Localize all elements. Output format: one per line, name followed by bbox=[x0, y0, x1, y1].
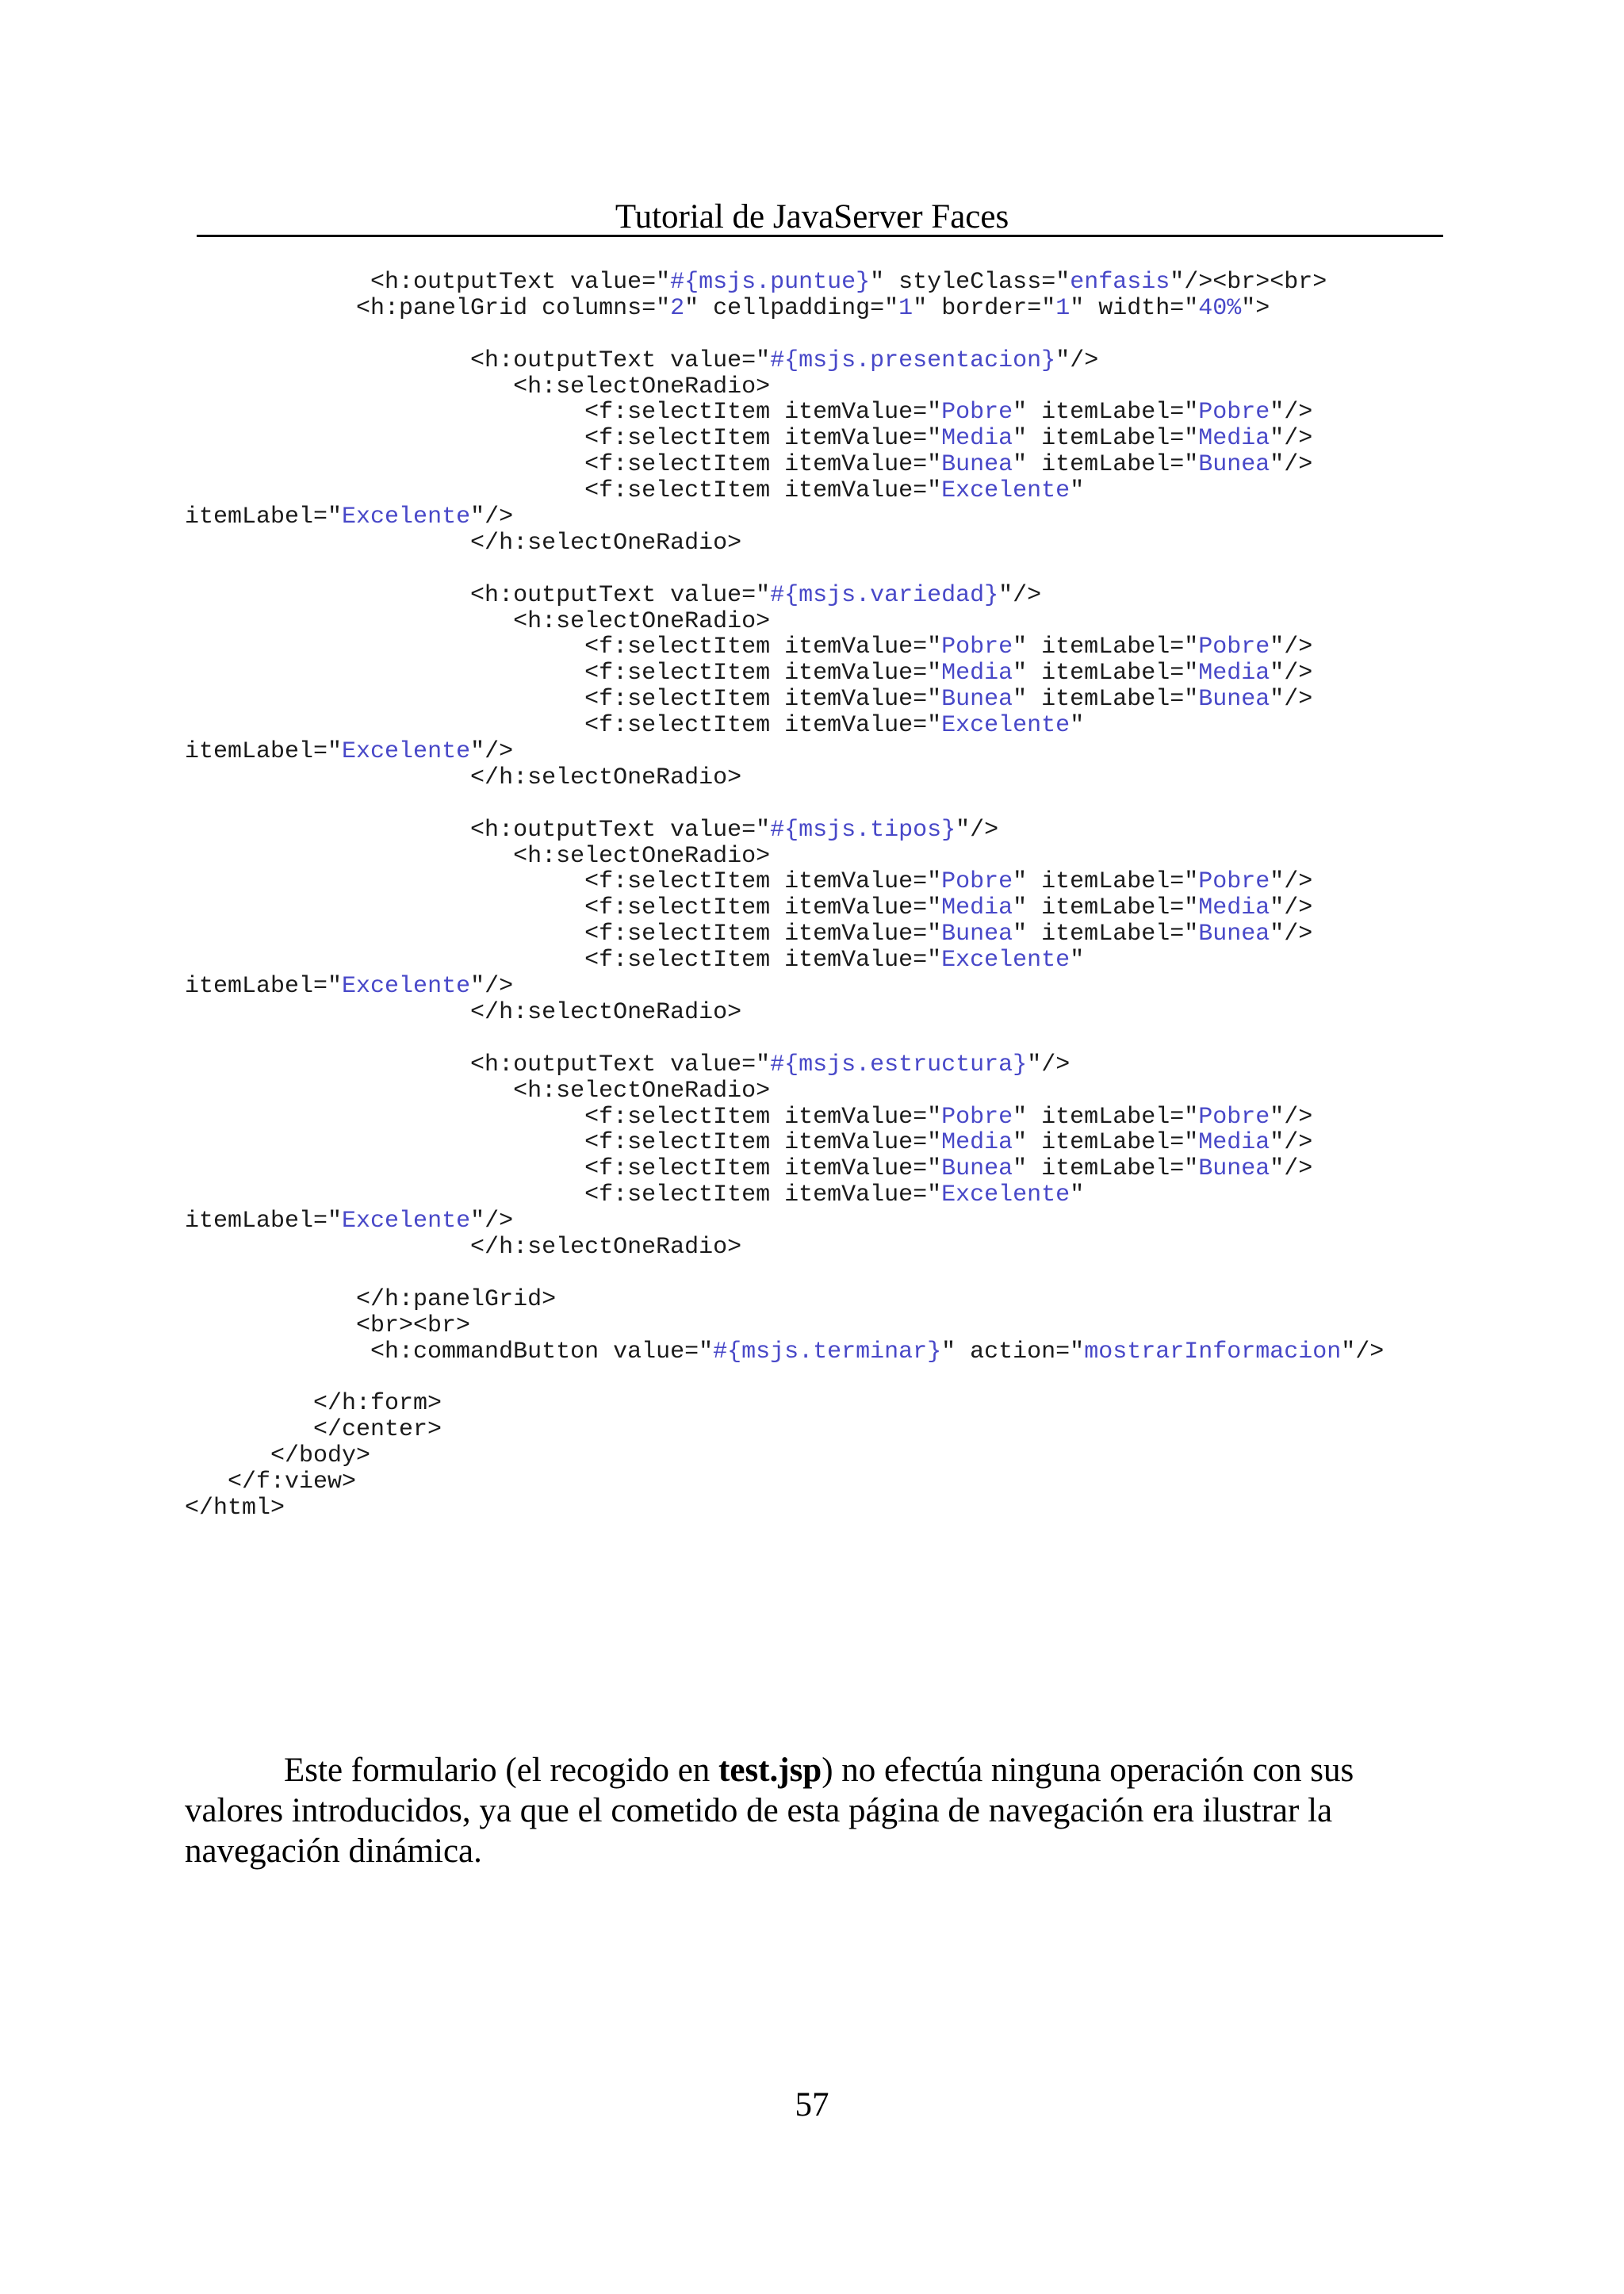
code-line bbox=[185, 739, 1469, 765]
code-text: "/> bbox=[1055, 347, 1099, 374]
code-string-literal: Media bbox=[1198, 1129, 1270, 1157]
code-line bbox=[185, 818, 1469, 844]
code-text: " itemLabel=" bbox=[1013, 1155, 1199, 1183]
code-text: </h:form> bbox=[185, 1390, 442, 1418]
code-line bbox=[185, 634, 1469, 661]
code-string-literal: #{msjs.presentacion} bbox=[770, 347, 1056, 374]
code-line bbox=[185, 1208, 1469, 1235]
code-string-literal: 1 bbox=[898, 294, 914, 322]
code-text: <f:selectItem itemValue=" bbox=[185, 1129, 942, 1157]
code-text: " itemLabel=" bbox=[1013, 1103, 1199, 1131]
code-text: <f:selectItem itemValue=" bbox=[185, 477, 942, 505]
code-line bbox=[185, 478, 1469, 504]
code-text: "/> bbox=[1270, 634, 1313, 661]
code-text: </f:view> bbox=[185, 1468, 357, 1496]
code-string-literal: Bunea bbox=[1198, 1155, 1270, 1183]
code-text: " action=" bbox=[941, 1338, 1085, 1365]
code-line bbox=[185, 583, 1469, 609]
code-line bbox=[185, 400, 1469, 426]
code-text: <br><br> bbox=[185, 1312, 471, 1339]
code-line bbox=[185, 844, 1469, 870]
code-string-literal: Media bbox=[1198, 660, 1270, 687]
code-text: " width=" bbox=[1070, 294, 1199, 322]
code-string-literal: Media bbox=[941, 894, 1013, 922]
code-string-literal: Bunea bbox=[1198, 921, 1270, 948]
code-line bbox=[185, 1052, 1469, 1078]
paragraph-bold-filename: test.jsp bbox=[718, 1752, 822, 1789]
code-line bbox=[185, 1443, 1469, 1469]
code-text: "/> bbox=[1270, 921, 1313, 948]
code-string-literal: Excelente bbox=[342, 738, 471, 766]
code-string-literal: Bunea bbox=[941, 921, 1013, 948]
code-text: <f:selectItem itemValue=" bbox=[185, 1181, 942, 1209]
code-line bbox=[185, 661, 1469, 687]
code-text: " itemLabel=" bbox=[1013, 660, 1199, 687]
code-text: <f:selectItem itemValue=" bbox=[185, 451, 942, 479]
code-line bbox=[185, 1313, 1469, 1339]
code-text: </center> bbox=[185, 1416, 442, 1444]
code-line bbox=[185, 1078, 1469, 1105]
code-line bbox=[185, 869, 1469, 895]
code-text: <f:selectItem itemValue=" bbox=[185, 921, 942, 948]
code-text: " bbox=[1070, 947, 1085, 975]
code-text: <f:selectItem itemValue=" bbox=[185, 1155, 942, 1183]
code-line bbox=[185, 426, 1469, 452]
code-string-literal: Pobre bbox=[1198, 1103, 1270, 1131]
code-text: <h:outputText value=" bbox=[185, 269, 671, 296]
code-text: "/> bbox=[1270, 894, 1313, 922]
code-text: "/> bbox=[1270, 1129, 1313, 1157]
code-text: <h:outputText value=" bbox=[185, 816, 771, 844]
code-text: "/><br><br> bbox=[1170, 269, 1327, 296]
code-line bbox=[185, 374, 1469, 400]
code-string-literal: #{msjs.puntue} bbox=[670, 269, 871, 296]
code-line bbox=[185, 1391, 1469, 1417]
code-string-literal: Media bbox=[1198, 894, 1270, 922]
code-text: itemLabel=" bbox=[185, 504, 343, 531]
code-line bbox=[185, 1000, 1469, 1026]
code-line bbox=[185, 791, 1469, 818]
code-string-literal: #{msjs.tipos} bbox=[770, 816, 956, 844]
code-string-literal: enfasis bbox=[1070, 269, 1170, 296]
code-text: "/> bbox=[998, 581, 1042, 609]
code-text: <h:outputText value=" bbox=[185, 347, 771, 374]
code-string-literal: #{msjs.variedad} bbox=[770, 581, 999, 609]
code-string-literal: #{msjs.terminar} bbox=[713, 1338, 942, 1365]
code-string-literal: 2 bbox=[670, 294, 685, 322]
code-text: " border=" bbox=[913, 294, 1056, 322]
code-text: "/> bbox=[1270, 686, 1313, 714]
code-text: <f:selectItem itemValue=" bbox=[185, 660, 942, 687]
code-text: <f:selectItem itemValue=" bbox=[185, 425, 942, 453]
code-string-literal: Pobre bbox=[1198, 634, 1270, 661]
code-line bbox=[185, 895, 1469, 921]
code-text: <h:selectOneRadio> bbox=[185, 842, 771, 870]
code-text: "/> bbox=[1027, 1051, 1071, 1078]
code-line bbox=[185, 1469, 1469, 1496]
code-text: " itemLabel=" bbox=[1013, 686, 1199, 714]
code-line bbox=[185, 1156, 1469, 1182]
code-line bbox=[185, 1235, 1469, 1261]
code-text: <f:selectItem itemValue=" bbox=[185, 894, 942, 922]
code-text: " itemLabel=" bbox=[1013, 634, 1199, 661]
code-text: " itemLabel=" bbox=[1013, 425, 1199, 453]
code-line bbox=[185, 270, 1469, 296]
code-text: <f:selectItem itemValue=" bbox=[185, 712, 942, 740]
code-text: "/> bbox=[1270, 1103, 1313, 1131]
code-text: <h:outputText value=" bbox=[185, 1051, 771, 1078]
code-text: "/> bbox=[470, 1208, 514, 1235]
code-string-literal: Bunea bbox=[941, 451, 1013, 479]
code-line bbox=[185, 974, 1469, 1000]
code-text: " itemLabel=" bbox=[1013, 1129, 1199, 1157]
code-string-literal: Media bbox=[941, 1129, 1013, 1157]
code-string-literal: 1 bbox=[1055, 294, 1071, 322]
code-text: " bbox=[1070, 477, 1085, 505]
code-text: </h:panelGrid> bbox=[185, 1285, 557, 1313]
code-string-literal: Pobre bbox=[1198, 868, 1270, 896]
code-string-literal: Excelente bbox=[941, 947, 1071, 975]
code-text: </body> bbox=[185, 1442, 371, 1470]
code-line bbox=[185, 1365, 1469, 1391]
code-text: "/> bbox=[1270, 425, 1313, 453]
code-line bbox=[185, 296, 1469, 322]
header-rule bbox=[197, 235, 1443, 237]
code-string-literal: Pobre bbox=[941, 1103, 1013, 1131]
code-string-literal: Excelente bbox=[941, 1181, 1071, 1209]
code-line bbox=[185, 1261, 1469, 1287]
code-text: "> bbox=[1241, 294, 1270, 322]
code-text: "/> bbox=[1270, 660, 1313, 687]
code-string-literal: Bunea bbox=[1198, 451, 1270, 479]
code-text: " bbox=[1070, 712, 1085, 740]
code-text: "/> bbox=[956, 816, 999, 844]
code-line bbox=[185, 1287, 1469, 1313]
code-text: itemLabel=" bbox=[185, 973, 343, 1001]
code-line bbox=[185, 452, 1469, 478]
code-line bbox=[185, 322, 1469, 348]
code-line bbox=[185, 713, 1469, 739]
code-line bbox=[185, 530, 1469, 557]
code-text: <h:selectOneRadio> bbox=[185, 607, 771, 635]
code-string-literal: Media bbox=[1198, 425, 1270, 453]
code-text: "/> bbox=[1270, 399, 1313, 427]
code-text: </h:selectOneRadio> bbox=[185, 998, 742, 1026]
code-text: <h:selectOneRadio> bbox=[185, 373, 771, 400]
code-text: " itemLabel=" bbox=[1013, 451, 1199, 479]
code-line bbox=[185, 765, 1469, 791]
code-text: <h:commandButton value=" bbox=[185, 1338, 714, 1365]
code-string-literal: Pobre bbox=[941, 868, 1013, 896]
code-text: <f:selectItem itemValue=" bbox=[185, 947, 942, 975]
code-line bbox=[185, 1130, 1469, 1156]
body-paragraph bbox=[185, 1750, 1454, 1871]
code-string-literal: Excelente bbox=[342, 973, 471, 1001]
code-text: " cellpadding=" bbox=[684, 294, 899, 322]
code-text: "/> bbox=[470, 504, 514, 531]
code-text: "/> bbox=[470, 738, 514, 766]
code-text: <h:panelGrid columns=" bbox=[185, 294, 671, 322]
code-line bbox=[185, 1417, 1469, 1443]
code-line bbox=[185, 948, 1469, 974]
code-listing bbox=[185, 270, 1469, 1522]
code-text: " bbox=[1070, 1181, 1085, 1209]
code-text: </h:selectOneRadio> bbox=[185, 529, 742, 557]
code-string-literal: mostrarInformacion bbox=[1084, 1338, 1342, 1365]
code-text: "/> bbox=[1270, 451, 1313, 479]
code-text: " itemLabel=" bbox=[1013, 399, 1199, 427]
code-string-literal: Bunea bbox=[941, 686, 1013, 714]
code-text: itemLabel=" bbox=[185, 738, 343, 766]
code-text: <h:selectOneRadio> bbox=[185, 1077, 771, 1105]
code-string-literal: #{msjs.estructura} bbox=[770, 1051, 1028, 1078]
code-text: <f:selectItem itemValue=" bbox=[185, 399, 942, 427]
code-string-literal: Pobre bbox=[1198, 399, 1270, 427]
code-string-literal: Excelente bbox=[941, 477, 1071, 505]
code-line bbox=[185, 609, 1469, 635]
code-line bbox=[185, 1182, 1469, 1208]
code-text: <h:outputText value=" bbox=[185, 581, 771, 609]
code-string-literal: Excelente bbox=[342, 504, 471, 531]
code-text: </html> bbox=[185, 1494, 285, 1522]
code-text: " itemLabel=" bbox=[1013, 894, 1199, 922]
code-string-literal: 40% bbox=[1198, 294, 1242, 322]
code-text: <f:selectItem itemValue=" bbox=[185, 1103, 942, 1131]
code-string-literal: Pobre bbox=[941, 399, 1013, 427]
code-text: <f:selectItem itemValue=" bbox=[185, 868, 942, 896]
page-header-title: Tutorial de JavaServer Faces bbox=[615, 198, 1009, 236]
code-line bbox=[185, 1339, 1469, 1365]
code-line bbox=[185, 921, 1469, 948]
code-string-literal: Excelente bbox=[941, 712, 1071, 740]
code-string-literal: Bunea bbox=[941, 1155, 1013, 1183]
code-line bbox=[185, 687, 1469, 713]
code-text: "/> bbox=[1270, 868, 1313, 896]
page-number: 57 bbox=[795, 2086, 829, 2124]
code-string-literal: Pobre bbox=[941, 634, 1013, 661]
code-line bbox=[185, 348, 1469, 374]
paragraph-text-start: Este formulario (el recogido en bbox=[284, 1752, 719, 1789]
paragraph-text-end: ) no efectúa ninguna operación con sus valores introducidos, ya que el cometido de esta página de navegación era ilustrar la navegación dinámica. bbox=[185, 1752, 1354, 1870]
code-text: </h:selectOneRadio> bbox=[185, 764, 742, 791]
code-line bbox=[185, 1496, 1469, 1522]
code-text: "/> bbox=[1270, 1155, 1313, 1183]
code-text: "/> bbox=[470, 973, 514, 1001]
code-string-literal: Media bbox=[941, 425, 1013, 453]
code-line bbox=[185, 504, 1469, 530]
code-line bbox=[185, 1026, 1469, 1052]
code-text: <f:selectItem itemValue=" bbox=[185, 686, 942, 714]
code-string-literal: Excelente bbox=[342, 1208, 471, 1235]
code-line bbox=[185, 557, 1469, 583]
code-string-literal: Bunea bbox=[1198, 686, 1270, 714]
code-text: " itemLabel=" bbox=[1013, 868, 1199, 896]
code-string-literal: Media bbox=[941, 660, 1013, 687]
code-text: " itemLabel=" bbox=[1013, 921, 1199, 948]
code-text: <f:selectItem itemValue=" bbox=[185, 634, 942, 661]
code-text: " styleClass=" bbox=[870, 269, 1071, 296]
code-text: itemLabel=" bbox=[185, 1208, 343, 1235]
code-text: </h:selectOneRadio> bbox=[185, 1233, 742, 1261]
code-text: "/> bbox=[1341, 1338, 1385, 1365]
code-line bbox=[185, 1105, 1469, 1131]
